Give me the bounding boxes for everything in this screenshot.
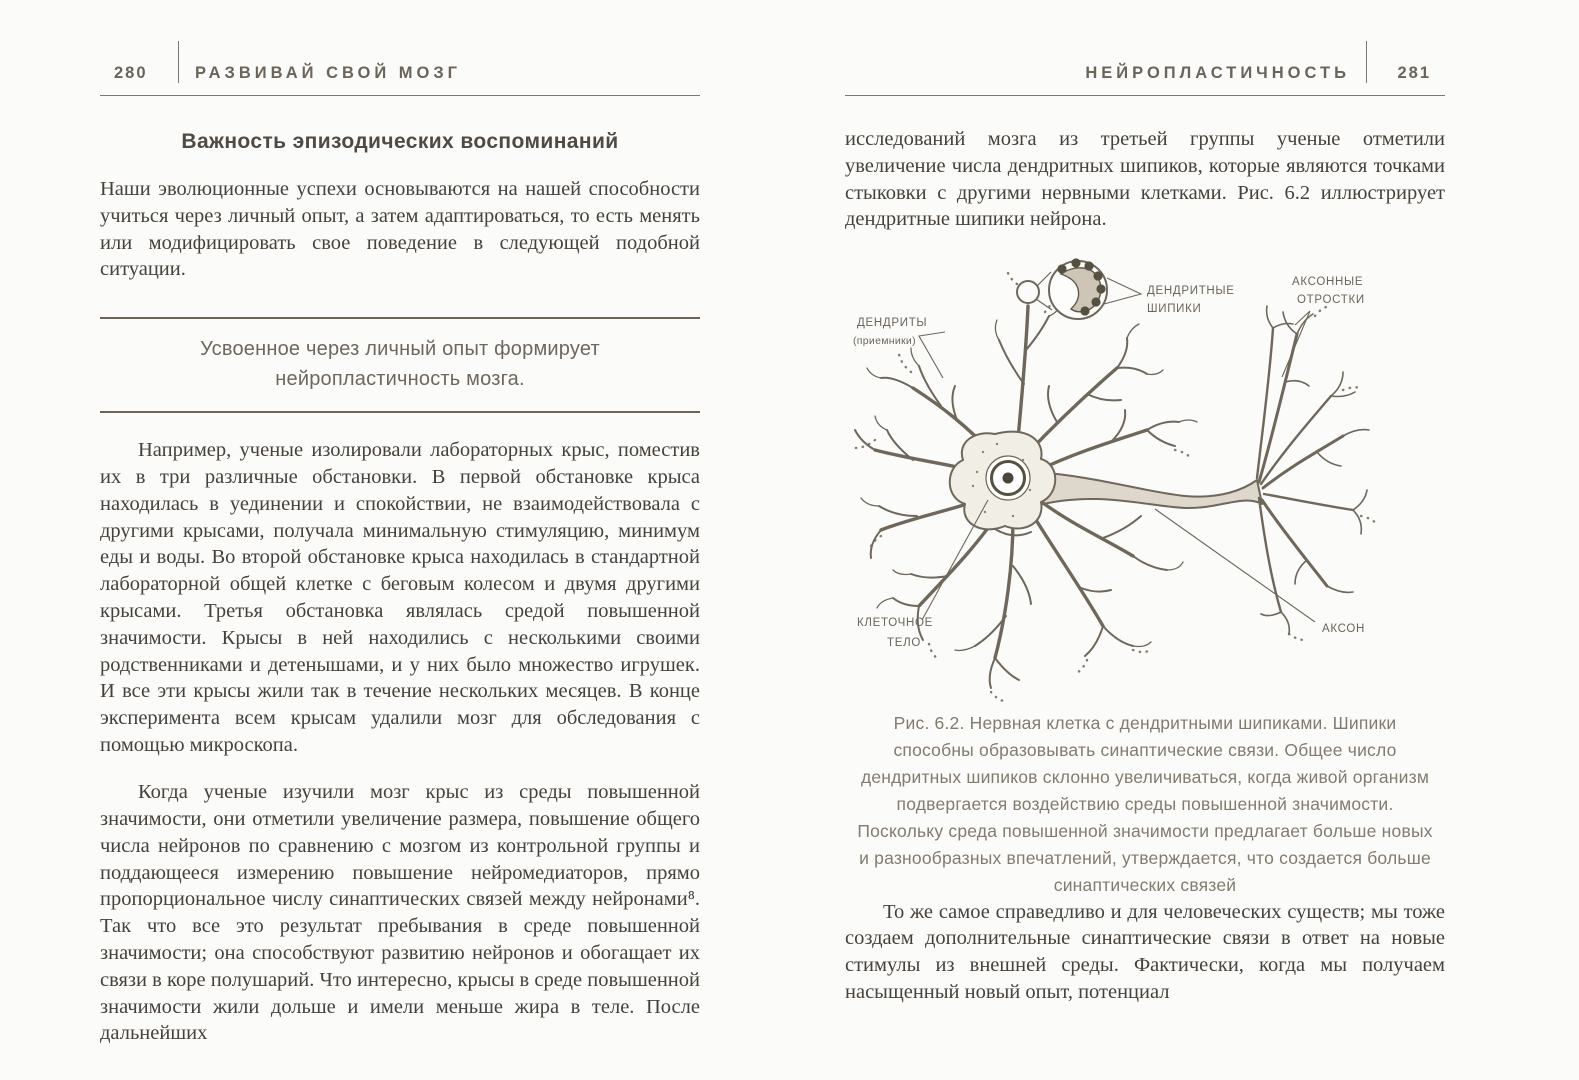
left-paragraph-1: Наши эволюционные успехи основываются на нашей способности учиться через личный опыт, а затем адаптироваться, то есть менять или модифицировать свое поведение в следующей подобной ситуации. (100, 178, 700, 281)
callout-text: Усвоенное через личный опыт формирует нейропластичность мозга. (200, 338, 600, 391)
label-dendrites-line2: (приемники) (853, 334, 916, 347)
left-paragraph-3: Когда ученые изучили мозг крыс из среды повышенной значимости, они отметили увеличение размера, повышение общего числа нейронов по сравнению с мозгом из контрольной группы и поддающееся измерению повышение нейромедиаторов, прямо пропорциональное числу синаптических связей между нейронами⁸. Так что все это результат пребывания в среде повышенной значимости; она способствуют развитию нейронов и обогащает их связи в коре полушарий. Что интересно, крысы в среде повышенной значимости жили дольше и имели меньше жира в теле. После дальнейших (100, 781, 700, 1045)
header-divider (178, 41, 180, 83)
cell-body-shape (950, 431, 1056, 529)
section-heading: Важность эпизодических воспоминаний (181, 130, 619, 153)
label-spines-line2: ШИПИКИ (1147, 302, 1202, 315)
right-paragraph-2: То же самое справедливо и для человеческих существ; мы тоже создаем дополнительные синаптические связи в ответ на новые стимулы из внешней среды. Фактически, когда мы получаем насыщенный новый опыт, потенциал (845, 900, 1445, 1004)
neuron-figure (845, 254, 1465, 706)
callout-box (100, 317, 700, 413)
nucleolus (1003, 472, 1014, 483)
label-axon-terminals-line2: ОТРОСТКИ (1297, 293, 1365, 306)
right-page-number: 281 (1397, 64, 1431, 82)
label-cell-body-line2: ТЕЛО (887, 636, 921, 649)
right-paragraph-1: исследований мозга из третьей группы ученые отметили увеличение числа дендритных шипиков, которые являются точками стыковки с другими нервными клетками. Рис. 6.2 иллюстрирует дендритные шипики нейрона. (845, 128, 1445, 231)
label-axon: АКСОН (1322, 622, 1366, 635)
right-page-header (845, 55, 1445, 96)
left-running-title: РАЗВИВАЙ СВОЙ МОЗГ (195, 64, 462, 82)
header-divider (1366, 41, 1368, 83)
axon-shape (1035, 472, 1262, 508)
axon-terminal-cluster (1257, 306, 1377, 640)
label-axon-terminals-line1: АКСОННЫЕ (1292, 275, 1364, 288)
label-spines-line1: ДЕНДРИТНЫЕ (1147, 284, 1235, 297)
label-cell-body-line1: КЛЕТОЧНОЕ (857, 616, 934, 629)
label-dendrites-line1: ДЕНДРИТЫ (857, 316, 928, 329)
left-paragraph-2: Например, ученые изолировали лабораторных крыс, поместив их в три различные обстановки. В первой обстановке крыса находилась в уединении и спокойствии, не взаимодействовала с другими крысами, получала минимальную стимуляцию, минимум еды и воды. Во второй обстановке крыса находилась в стандартной лабораторной общей клетке с беговым колесом и двумя другими крысами. Третья обстановка являлась средой повышенной значимости. Крысы в ней находились с несколькими своими родственниками и детенышами, и у них было множество игрушек. И все эти крысы жили так в течение нескольких месяцев. В конце эксперимента всем крысам удалили мозг для обследования с помощью микроскопа. (100, 439, 700, 756)
left-page-number: 280 (114, 64, 148, 82)
spine-inset (1017, 258, 1107, 319)
figure-caption: Рис. 6.2. Нервная клетка с дендритными шипиками. Шипики способны образовывать синаптические связи. Общее число дендритных шипиков склонно увеличиваться, когда живой организм подвергается воздействию среды повышенной значимости. Поскольку среда повышенной значимости предлагает больше новых и разнообразных впечатлений, утверждается, что создается больше синаптических связей (857, 712, 1433, 895)
right-running-title: НЕЙРОПЛАСТИЧНОСТЬ (1085, 64, 1350, 82)
left-page (100, 55, 700, 1068)
left-page-header (100, 55, 700, 96)
right-page (845, 55, 1445, 1026)
